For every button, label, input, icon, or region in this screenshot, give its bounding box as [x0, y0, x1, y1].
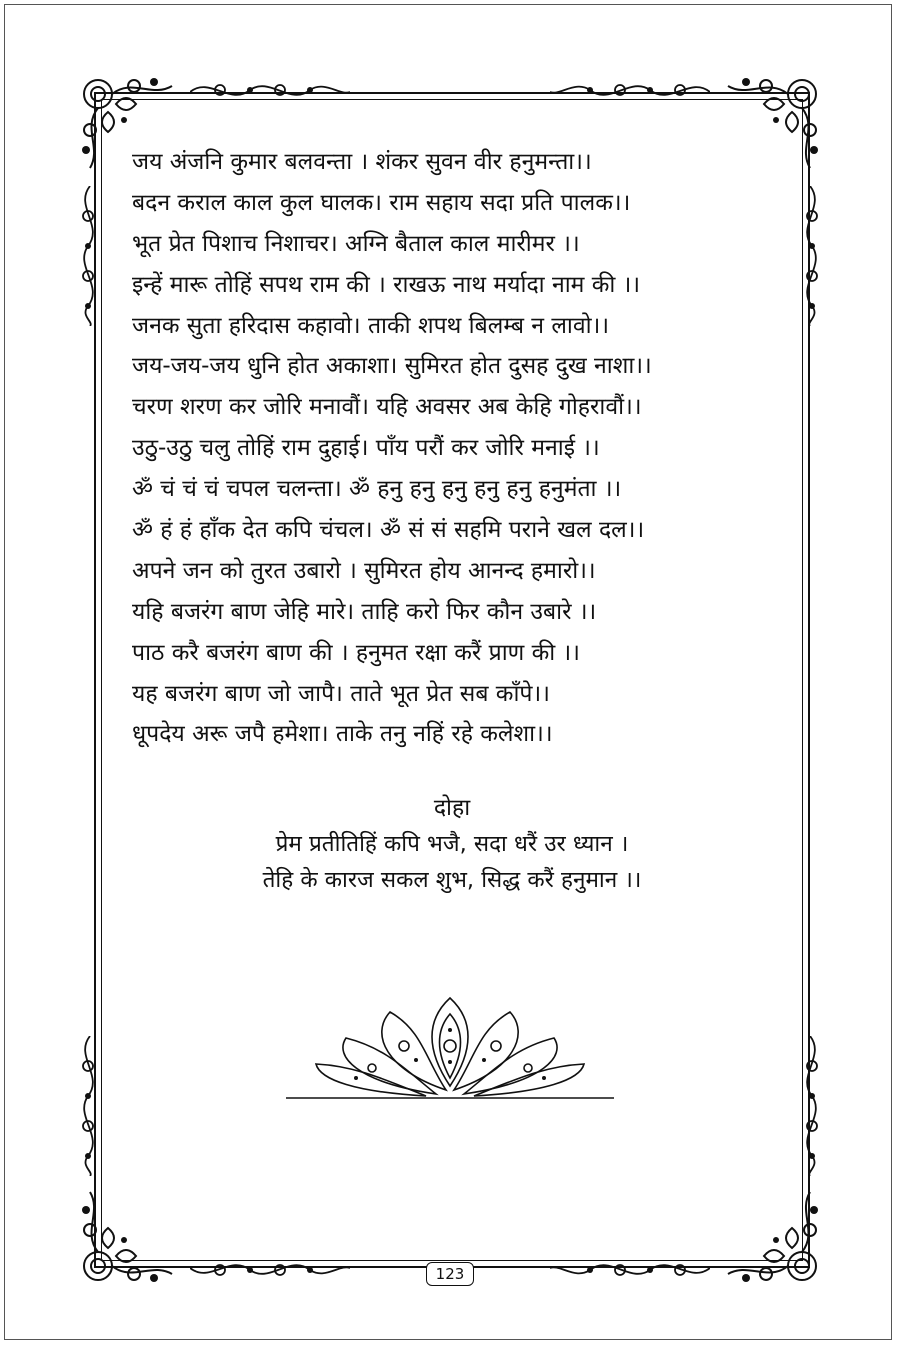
verse-line: चरण शरण कर जोरि मनावौं। यहि अवसर अब केहि गोहरावौं।। [132, 394, 642, 421]
doha-heading: दोहा [433, 795, 471, 821]
doha-line: प्रेम प्रतीतिहिं कपि भजै, सदा धरैं उर ध्यान । [275, 831, 629, 857]
floral-edge-ornament-left-upper [74, 186, 104, 326]
verse-line: इन्हें मारू तोहिं सपथ राम की । राखऊ नाथ मर्यादा नाम की ।। [132, 271, 641, 298]
verse-line: जय-जय-जय धुनि होत अकाशा। सुमिरत होत दुसह दुख नाशा।। [132, 353, 652, 380]
doha-line: तेहि के कारज सकल शुभ, सिद्ध करैं हनुमान ।। [262, 867, 642, 893]
floral-edge-ornament-right-lower [796, 1036, 826, 1176]
verse-line: अपने जन को तुरत उबारो । सुमिरत होय आनन्द हमारो।। [132, 557, 596, 584]
floral-corner-ornament-bottom-left [72, 1172, 192, 1292]
verse-line: यहि बजरंग बाण जेहि मारे। ताहि करो फिर कौन उबारे ।। [132, 598, 597, 625]
verse-line: पाठ करै बजरंग बाण की । हनुमत रक्षा करैं प्राण की ।। [132, 639, 580, 666]
verse-line: यह बजरंग बाण जो जापै। ताते भूत प्रेत सब काँपे।। [132, 680, 550, 707]
verse-line: धूपदेय अरू जपै हमेशा। ताके तनु नहिं रहे कलेशा।। [132, 721, 553, 748]
floral-edge-ornament-bottom-right [550, 1254, 710, 1284]
floral-edge-ornament-bottom-left [190, 1254, 350, 1284]
verse-line: जय अंजनि कुमार बलवन्ता । शंकर सुवन वीर हनुमन्ता।। [132, 149, 592, 175]
floral-edge-ornament-top-left [190, 76, 350, 106]
floral-edge-ornament-left-lower [74, 1036, 104, 1176]
floral-corner-ornament-bottom-right [708, 1172, 828, 1292]
floral-edge-ornament-right-upper [796, 186, 826, 326]
verse-line: बदन कराल काल कुल घालक। राम सहाय सदा प्रति पालक।। [132, 189, 631, 216]
verse-block [132, 142, 772, 755]
page-number: 123 [426, 1262, 474, 1286]
verse-line: उठु-उठु चलु तोहिं राम दुहाई। पाँय परौं कर जोरि मनाई ।। [132, 435, 600, 462]
verse-line: भूत प्रेत पिशाच निशाचर। अग्नि बैताल काल मारीमर ।। [132, 230, 580, 257]
lotus-mandala-icon [286, 990, 614, 1100]
floral-edge-ornament-top-right [550, 76, 710, 106]
verse-line: ॐ चं चं चं चपल चलन्ता। ॐ हनु हनु हनु हनु हनु हनुमंता ।। [132, 476, 622, 503]
verse-line: जनक सुता हरिदास कहावो। ताकी शपथ बिलम्ब न लावो।। [132, 312, 610, 339]
doha-block [132, 790, 772, 898]
verse-line: ॐ हं हं हाँक देत कपि चंचल। ॐ सं सं सहमि पराने खल दल।। [132, 517, 645, 544]
